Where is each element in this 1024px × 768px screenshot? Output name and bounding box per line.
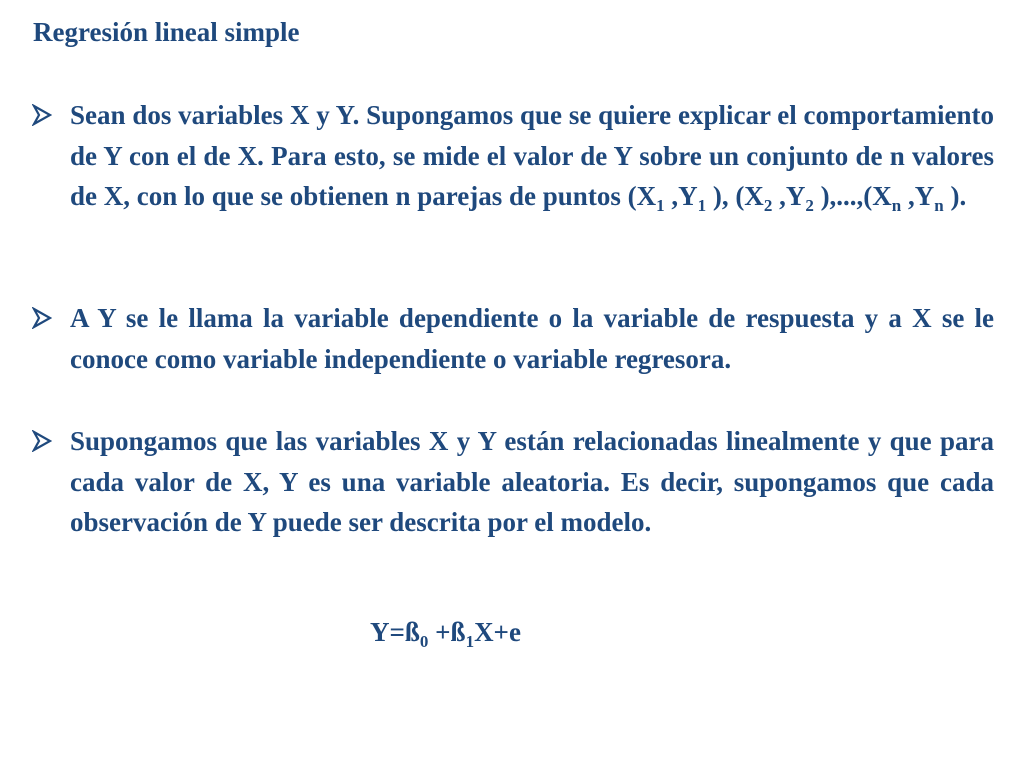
formula-part: +ß	[428, 617, 466, 647]
pair-text: ),...,(X	[813, 181, 892, 211]
pair-text: ).	[943, 181, 967, 211]
subscript: n	[934, 196, 944, 215]
bullet-text	[70, 95, 994, 217]
formula-part: Y=ß	[370, 617, 420, 647]
formula-subscript: 0	[419, 632, 429, 651]
regression-formula	[370, 614, 521, 650]
pair-text: ), (X	[706, 181, 764, 211]
arrowhead-bullet-icon	[32, 95, 70, 135]
arrowhead-bullet-icon	[32, 421, 70, 461]
subscript: n	[891, 196, 902, 215]
arrowhead-bullet-icon	[32, 298, 70, 338]
bullet-text: Supongamos que las variables X y Y están relacionadas linealmente y que para cada valor de X, Y es una variable aleatoria. Es decir, supongamos que cada observación de Y puede ser descrita por el modelo.	[70, 426, 994, 537]
subscript: 2	[805, 196, 814, 215]
pair-text: ,Y	[772, 181, 806, 211]
formula-subscript: 1	[465, 632, 475, 651]
slide-title: Regresión lineal simple	[33, 17, 300, 47]
bullet-item-dependent-variable	[32, 298, 994, 379]
pair-text: ,Y	[664, 181, 698, 211]
bullet-item-variables	[32, 95, 994, 217]
pair-text: ,Y	[901, 181, 935, 211]
formula-part: X+e	[474, 617, 521, 647]
subscript: 2	[763, 196, 773, 215]
bullet-text-main: Sean dos variables X y Y. Supongamos que se quiere explicar el comportamiento de Y con el de X. Para esto, se mide el valor de Y sobre un conjunto de n valores de X, con lo que se obtienen n parejas de puntos (X	[70, 100, 994, 211]
subscript: 1	[656, 196, 665, 215]
bullet-text: A Y se le llama la variable dependiente o la variable de respuesta y a X se le conoce como variable independiente o variable regresora.	[70, 303, 994, 374]
subscript: 1	[697, 196, 707, 215]
bullet-item-linear-relation	[32, 421, 994, 543]
